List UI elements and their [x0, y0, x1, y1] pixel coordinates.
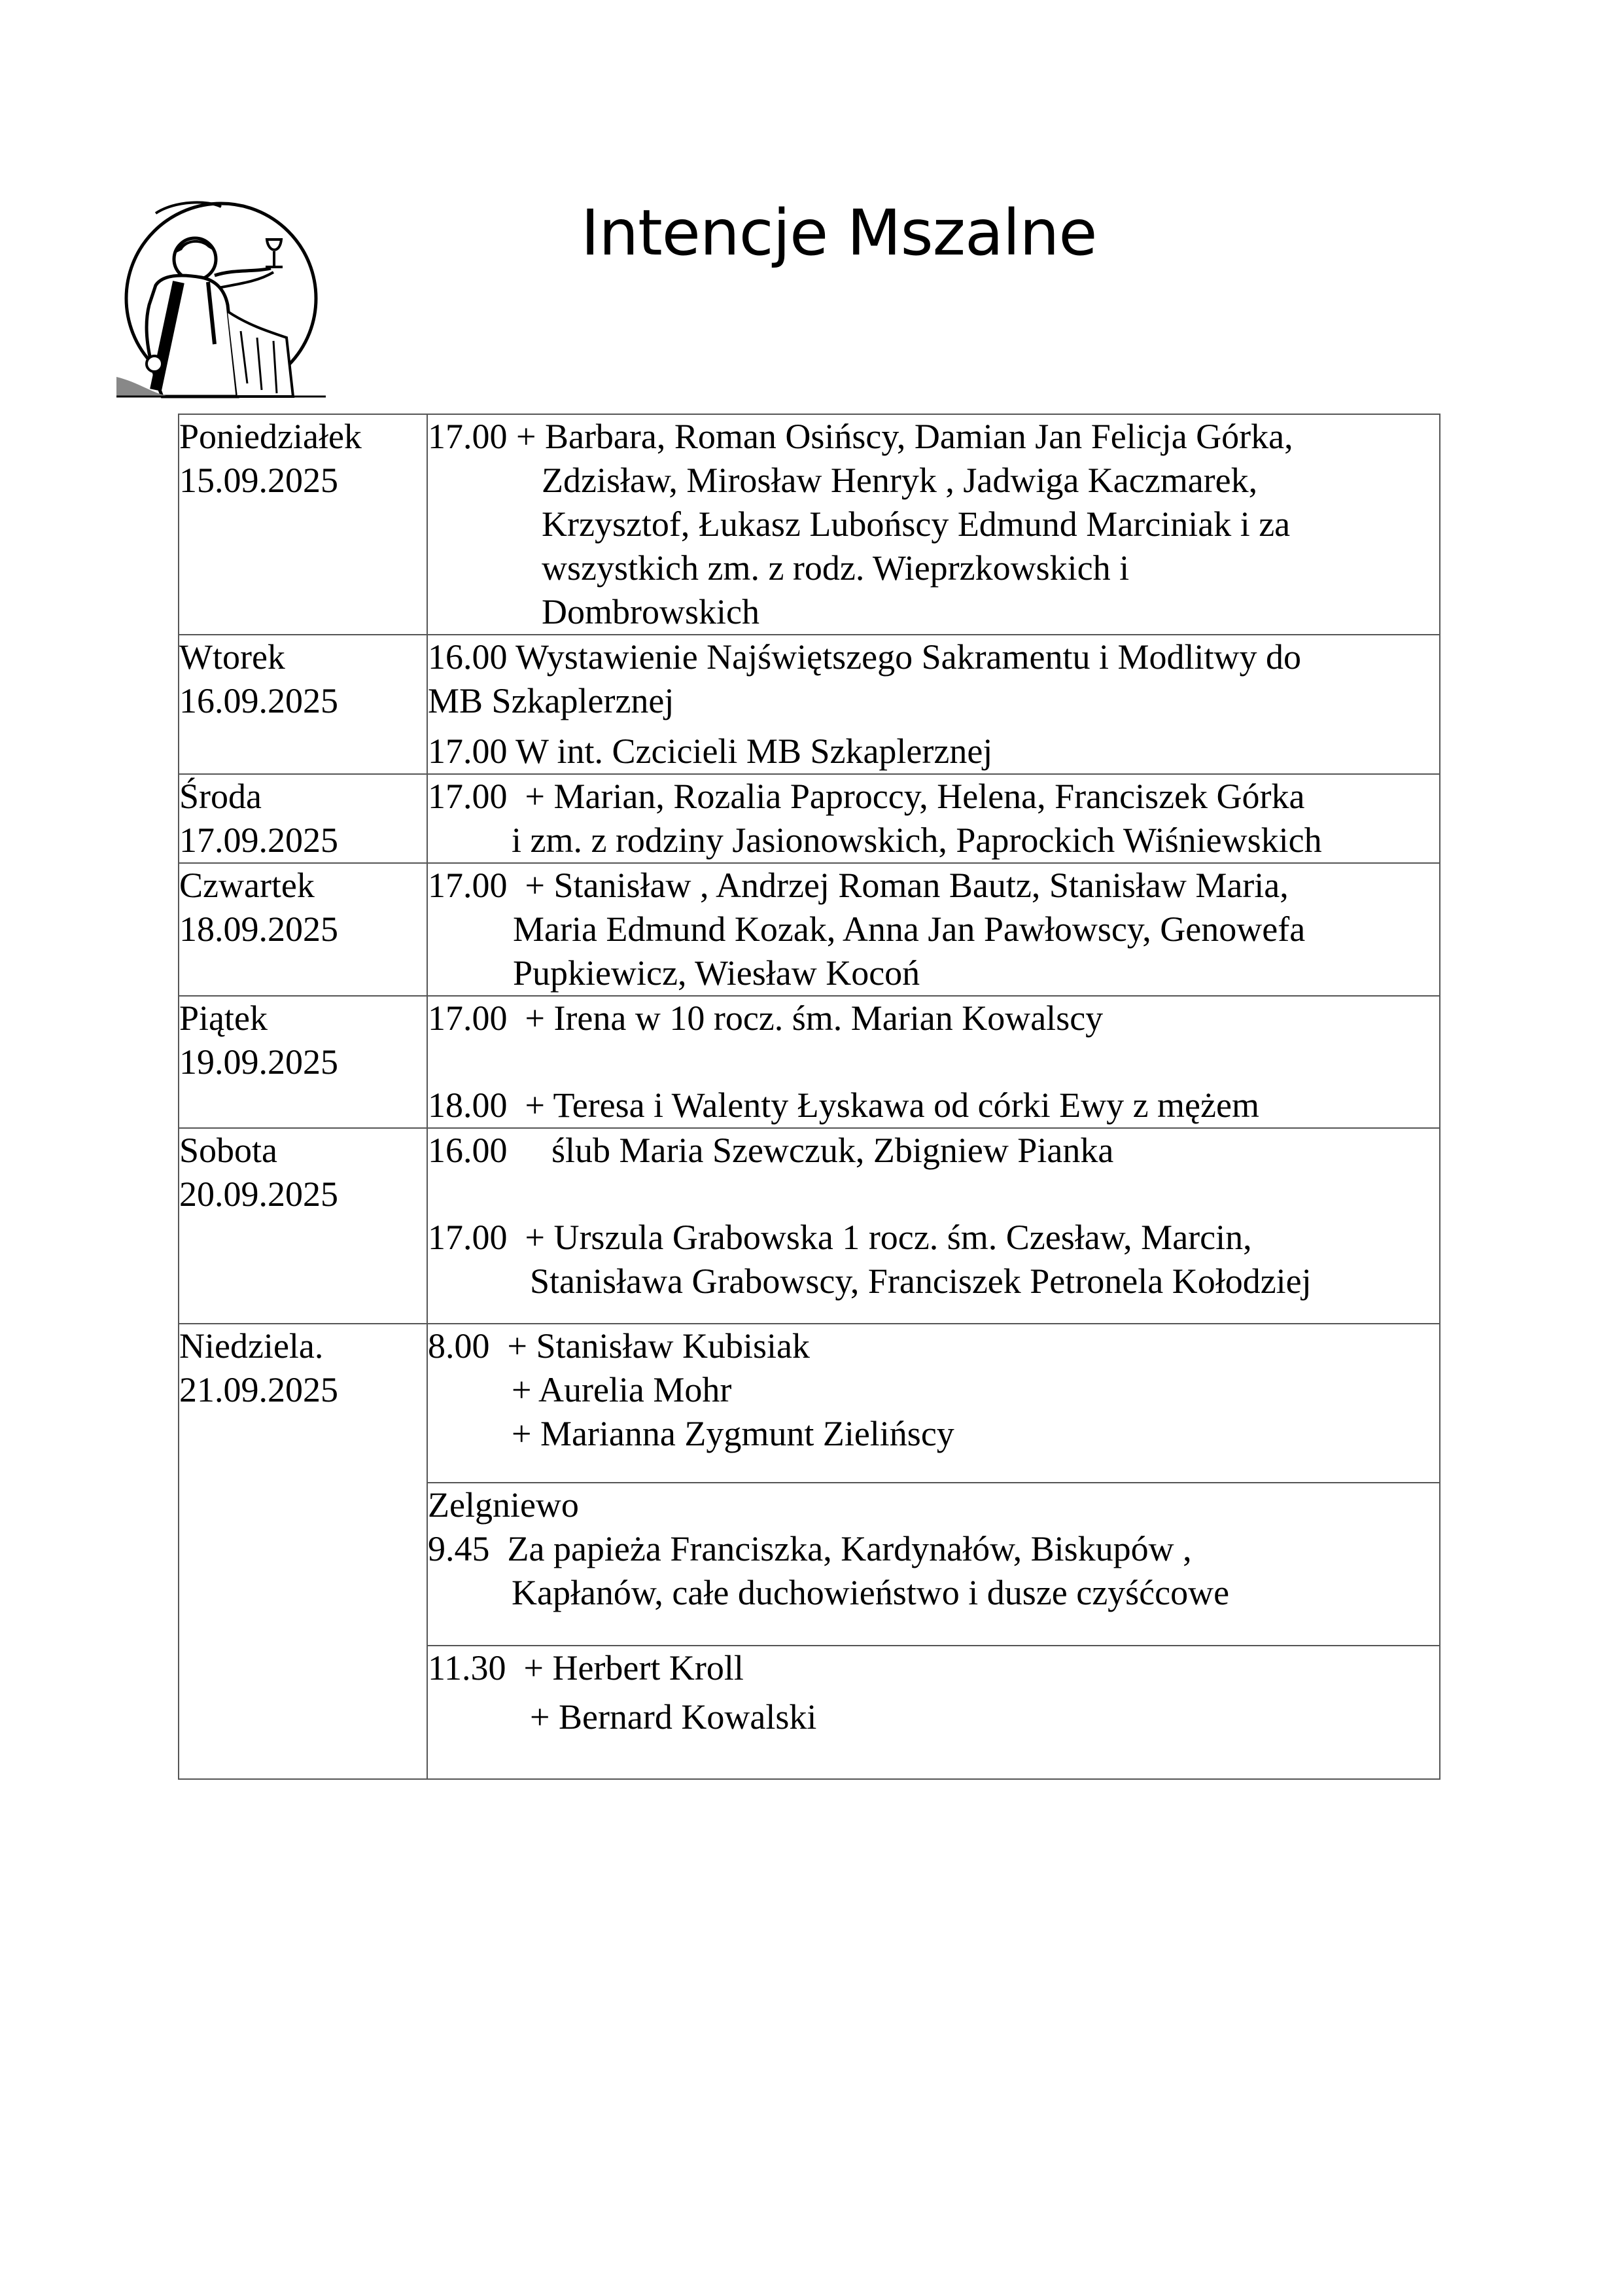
intention-line: 8.00 + Stanisław Kubisiak: [428, 1326, 810, 1366]
day-cell: [179, 996, 427, 1128]
day-name: Sobota: [179, 1131, 278, 1170]
intentions-cell: [427, 1324, 1440, 1483]
intention-line: Krzysztof, Łukasz Lubońscy Edmund Marciniak i za: [542, 504, 1291, 544]
intention-line: Zdzisław, Mirosław Henryk , Jadwiga Kaczmarek,: [542, 461, 1258, 500]
day-name: Czwartek: [179, 866, 315, 905]
intentions-cell: [427, 635, 1440, 774]
day-date: 19.09.2025: [179, 1042, 338, 1082]
day-name: Środa: [179, 777, 262, 816]
mass-intentions-table: [178, 414, 1440, 1780]
day-cell: [179, 1128, 427, 1324]
day-row-wednesday: [179, 774, 1440, 863]
intention-line: 16.00 ślub Maria Szewczuk, Zbigniew Pianka: [428, 1131, 1114, 1170]
intention-line: wszystkich zm. z rodz. Wieprzkowskich i: [542, 548, 1130, 588]
location-label: Zelgniewo: [428, 1485, 579, 1525]
intention-line: 11.30 + Herbert Kroll: [428, 1648, 744, 1687]
intention-block: [428, 775, 1439, 862]
day-date: 17.09.2025: [179, 821, 338, 860]
intention-line: 17.00 + Stanisław , Andrzej Roman Bautz, Stanisław Maria,: [428, 866, 1289, 905]
intention-line: Stanisława Grabowscy, Franciszek Petronela Kołodziej: [530, 1262, 1312, 1301]
day-date: 20.09.2025: [179, 1174, 338, 1214]
intention-line: 17.00 + Irena w 10 rocz. śm. Marian Kowalscy: [428, 998, 1104, 1038]
day-row-tuesday: [179, 635, 1440, 774]
intention-line: 17.00 + Urszula Grabowska 1 rocz. śm. Czesław, Marcin,: [428, 1218, 1252, 1257]
intention-block: [428, 1216, 1439, 1303]
intention-block: [428, 1129, 1439, 1173]
intention-line: i zm. z rodziny Jasionowskich, Paprockich Wiśniewskich: [512, 821, 1322, 860]
intentions-cell: [427, 1646, 1440, 1779]
day-date: 21.09.2025: [179, 1370, 338, 1409]
intention-line: Maria Edmund Kozak, Anna Jan Pawłowscy, Genowefa: [513, 910, 1306, 949]
intention-block: [428, 997, 1439, 1040]
day-name: Poniedziałek: [179, 417, 362, 456]
day-cell: [179, 635, 427, 774]
intention-line: Kapłanów, całe duchowieństwo i dusze czyśćcowe: [512, 1573, 1230, 1612]
intention-line: Dombrowskich: [542, 592, 759, 631]
intentions-cell: [427, 414, 1440, 635]
intention-line: + Bernard Kowalski: [530, 1697, 817, 1737]
intention-line: + Marianna Zygmunt Zielińscy: [512, 1414, 954, 1453]
page-title: Intencje Mszalne: [581, 196, 1097, 270]
intention-line: MB Szkaplerznej: [428, 681, 674, 720]
day-date: 15.09.2025: [179, 461, 338, 500]
day-cell: [179, 863, 427, 996]
intention-block: [428, 635, 1439, 773]
intentions-cell: [427, 774, 1440, 863]
day-row-thursday: [179, 863, 1440, 996]
intention-line: 17.00 W int. Czcicieli MB Szkaplerznej: [428, 732, 993, 771]
intentions-cell: [427, 1128, 1440, 1324]
day-name: Wtorek: [179, 637, 285, 677]
day-cell: [179, 1324, 427, 1779]
intention-block: [428, 415, 1439, 634]
day-date: 16.09.2025: [179, 681, 338, 720]
intention-block: [428, 1084, 1439, 1127]
intention-line: 18.00 + Teresa i Walenty Łyskawa od córki Ewy z mężem: [428, 1086, 1259, 1125]
intention-line: 16.00 Wystawienie Najświętszego Sakramentu i Modlitwy do: [428, 637, 1302, 677]
intentions-cell: [427, 863, 1440, 996]
day-row-monday: [179, 414, 1440, 635]
day-name: Niedziela.: [179, 1326, 324, 1366]
day-row-sunday: [179, 1324, 1440, 1483]
day-cell: [179, 774, 427, 863]
day-row-friday: [179, 996, 1440, 1128]
intention-line: 17.00 + Barbara, Roman Osińscy, Damian Jan Felicja Górka,: [428, 417, 1293, 456]
intention-line: + Aurelia Mohr: [512, 1370, 732, 1409]
priest-raising-chalice-icon: [116, 200, 326, 416]
intentions-cell: [427, 996, 1440, 1128]
intention-line: Pupkiewicz, Wiesław Kocoń: [513, 953, 920, 993]
intention-line: 17.00 + Marian, Rozalia Paproccy, Helena, Franciszek Górka: [428, 777, 1305, 816]
day-row-saturday: [179, 1128, 1440, 1324]
intention-block: [428, 864, 1439, 995]
intentions-cell: [427, 1483, 1440, 1646]
day-date: 18.09.2025: [179, 910, 338, 949]
day-name: Piątek: [179, 998, 268, 1038]
day-cell: [179, 414, 427, 635]
intention-line: 9.45 Za papieża Franciszka, Kardynałów, Biskupów ,: [428, 1529, 1192, 1568]
